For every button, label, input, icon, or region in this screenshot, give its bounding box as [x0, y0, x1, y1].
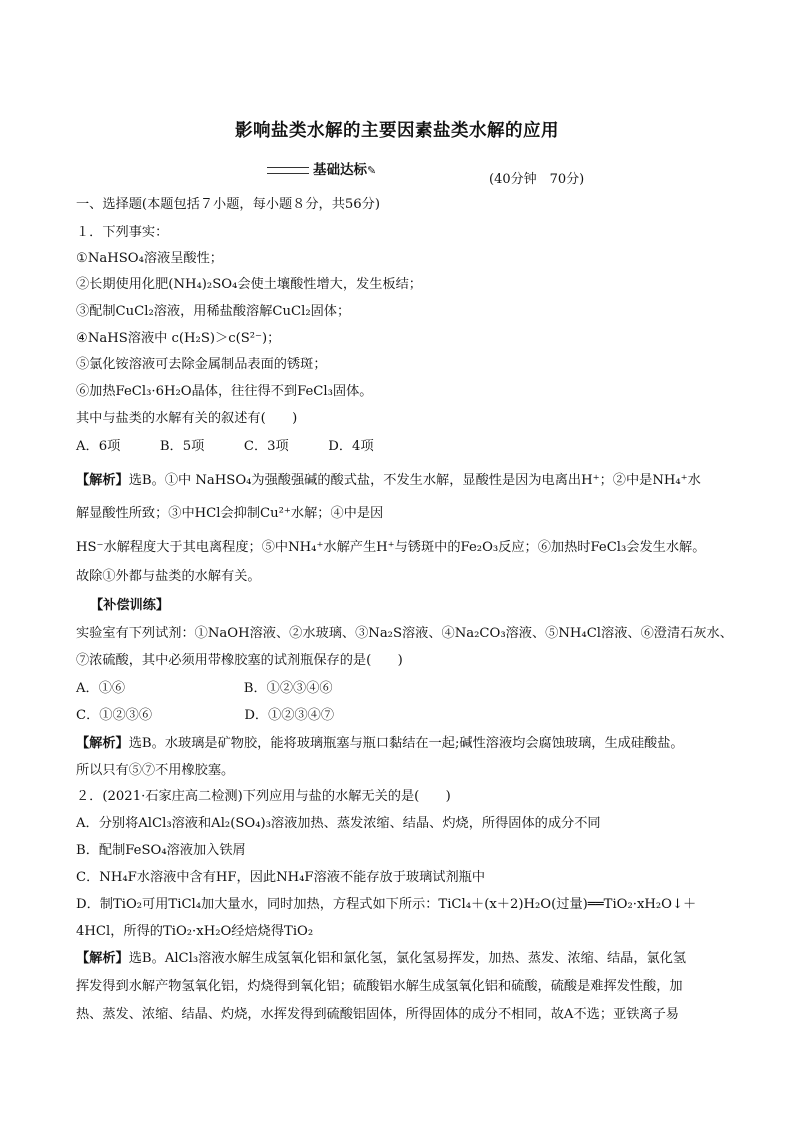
supplementary-analysis-line-2: 所以只有⑤⑦不用橡胶塞。: [76, 763, 235, 778]
analysis-tag: 【解析】: [76, 473, 129, 488]
page-title: 影响盐类水解的主要因素盐类水解的应用: [235, 121, 559, 141]
double-rule-decoration: [267, 167, 309, 174]
section-label: 基础达标: [313, 162, 367, 178]
question-2-option-b: B．配制FeSO₄溶液加入铁屑: [76, 843, 246, 858]
analysis-2-line-2: 挥发得到水解产物氢氧化铝，灼烧得到氧化铝；硫酸铝水解生成氢氧化铝和硫酸，硫酸是难挥发性酸，加: [76, 979, 683, 994]
question-2-stem: ２．(2021·石家庄高二检测)下列应用与盐的水解无关的是( ): [76, 789, 451, 804]
question-1-fact-4: ④NaHS溶液中 c(H₂S)＞c(S²⁻)；: [76, 331, 281, 346]
question-2-option-d-line-2: 4HCl，所得的TiO₂·xH₂O经焙烧得TiO₂: [76, 924, 314, 939]
section-heading: [267, 158, 377, 178]
analysis-1-line-1: 【解析】选B。①中 NaHSO₄为强酸强碱的酸式盐，不发生水解，显酸性是因为电离出H⁺；②中是NH₄⁺水: [76, 473, 701, 488]
question-1-options: A．6项 B．5项 C．3项 D．4项: [76, 439, 374, 454]
supplementary-question-line-2: ⑦浓硫酸，其中必须用带橡胶塞的试剂瓶保存的是( ): [76, 653, 403, 668]
supplementary-options-ab: A．①⑥ B．①②③④⑥: [76, 681, 333, 696]
analysis-1-line-4: 故除①外都与盐类的水解有关。: [76, 569, 261, 584]
supplementary-question-line-1: 实验室有下列试剂：①NaOH溶液、②水玻璃、③Na₂S溶液、④Na₂CO₃溶液、⑤NH₄Cl溶液、⑥澄清石灰水、: [76, 626, 733, 641]
analysis-1-line-2: 解显酸性所致；③中HCl会抑制Cu²⁺水解；④中是因: [76, 506, 384, 521]
analysis-1-line-3: HS⁻水解程度大于其电离程度；⑤中NH₄⁺水解产生H⁺与锈斑中的Fe₂O₃反应；⑥加热时FeCl₃会发生水解。: [76, 540, 706, 555]
question-2-option-a: A．分别将AlCl₃溶液和Al₂(SO₄)₃溶液加热、蒸发浓缩、结晶、灼烧，所得固体的成分不同: [76, 816, 601, 831]
time-score-note: (40分钟 70分): [489, 172, 585, 187]
question-1-fact-5: ⑤氯化铵溶液可去除金属制品表面的锈斑；: [76, 357, 327, 372]
supplementary-options-cd: C．①②③⑥ D．①②③④⑦: [76, 708, 335, 723]
question-1-fact-1: ①NaHSO₄溶液呈酸性；: [76, 251, 223, 266]
analysis-tag: 【解析】: [76, 736, 129, 751]
question-1-fact-6: ⑥加热FeCl₃·6H₂O晶体，往往得不到FeCl₃固体。: [76, 384, 373, 399]
question-1-fact-3: ③配制CuCl₂溶液，用稀盐酸溶解CuCl₂固体；: [76, 304, 351, 319]
question-2-option-c: C．NH₄F水溶液中含有HF，因此NH₄F溶液不能存放于玻璃试剂瓶中: [76, 870, 486, 885]
analysis-2-line-3: 热、蒸发、浓缩、结晶、灼烧，水挥发得到硫酸铝固体，所得固体的成分不相同，故A不选；亚铁离子易: [76, 1007, 679, 1022]
supplementary-training-heading: 【补偿训练】: [90, 598, 170, 613]
pencil-icon: ✎: [367, 164, 377, 177]
section-instruction: 一、选择题(本题包括７小题，每小题８分，共56分): [76, 197, 381, 212]
question-1-prompt: 其中与盐类的水解有关的叙述有( ): [76, 411, 298, 426]
analysis-tag: 【解析】: [76, 951, 129, 966]
analysis-2-line-1: 【解析】选B。AlCl₃溶液水解生成氢氧化铝和氯化氢，氯化氢易挥发，加热、蒸发、浓缩、结晶，氯化氢: [76, 951, 687, 966]
question-1-stem: １．下列事实：: [76, 225, 169, 240]
question-2-option-d-line-1: D．制TiO₂可用TiCl₄加大量水，同时加热，方程式如下所示：TiCl₄＋(x＋2)H₂O(过量)══TiO₂·xH₂O↓＋: [76, 897, 697, 912]
supplementary-analysis-line-1: 【解析】选B。水玻璃是矿物胶，能将玻璃瓶塞与瓶口黏结在一起;碱性溶液均会腐蚀玻璃，生成硅酸盐。: [76, 736, 684, 751]
question-1-fact-2: ②长期使用化肥(NH₄)₂SO₄会使土壤酸性增大，发生板结；: [76, 277, 422, 292]
